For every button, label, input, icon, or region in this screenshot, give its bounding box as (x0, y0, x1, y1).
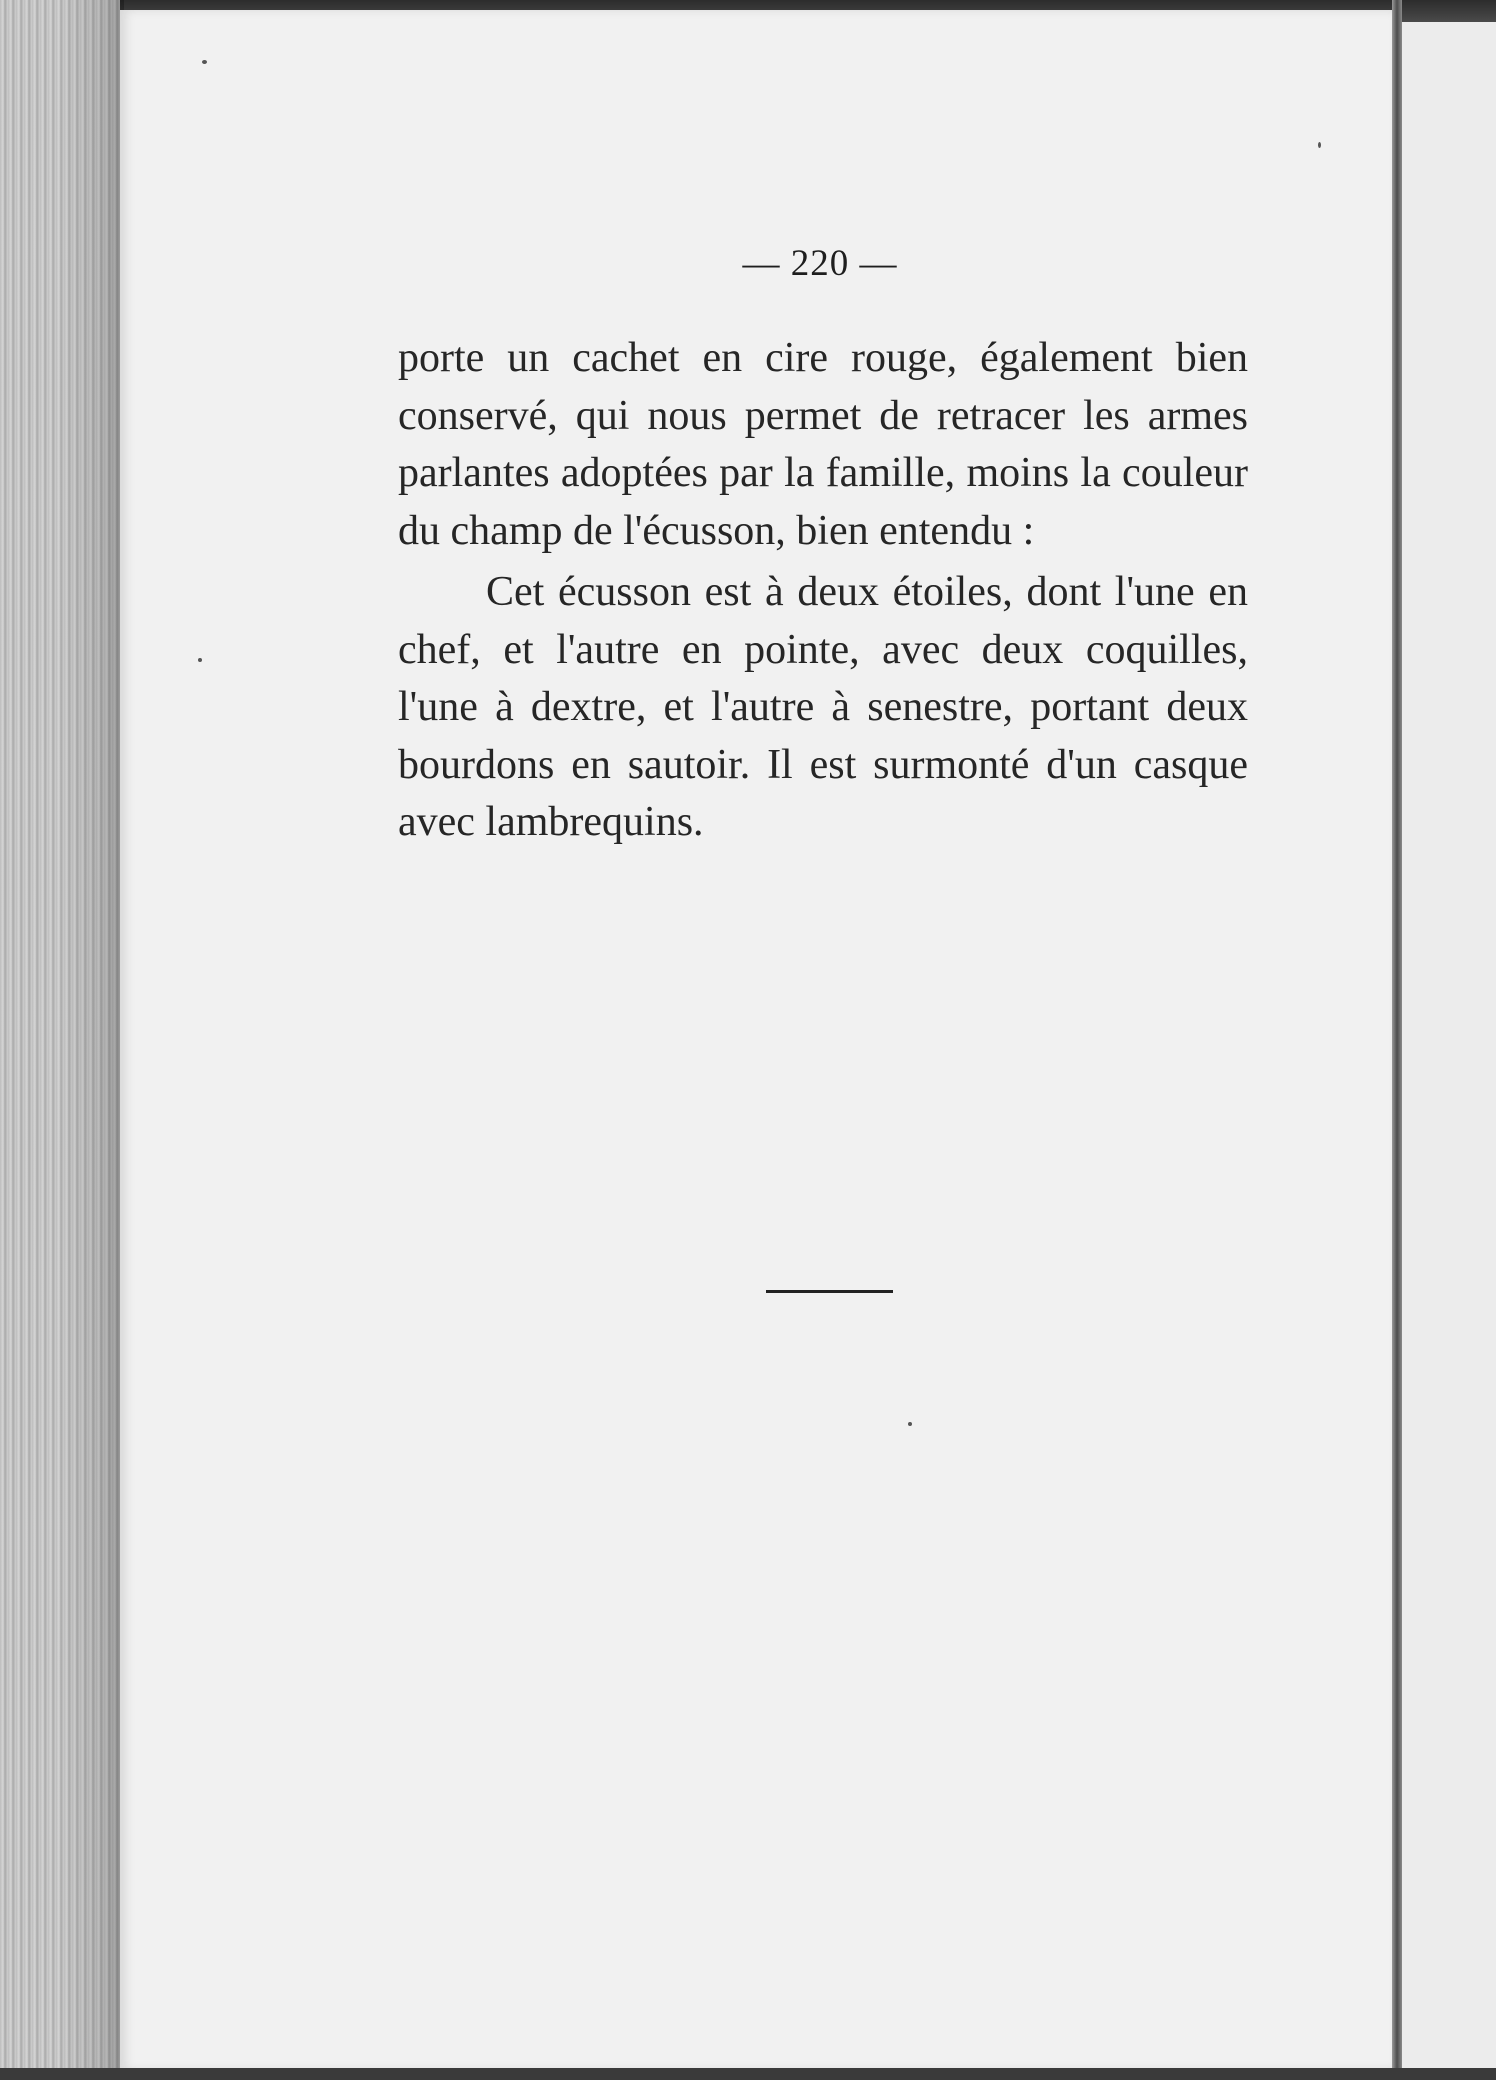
paper-speck (1318, 142, 1321, 148)
paper-speck (908, 1422, 912, 1426)
paper-speck (198, 658, 202, 662)
paragraph: Cet écusson est à deux étoiles, dont l'une en chef, et l'autre en pointe, avec deux coquilles, l'une à dextre, et l'autre à senestre, portant deux bourdons en sautoir. Il est surmonté d'un casque avec lambrequins. (398, 569, 1248, 845)
book-page (120, 10, 1392, 2070)
paragraph: porte un cachet en cire rouge, également bien conservé, qui nous permet de retracer les armes parlantes adoptées par la famille, moins la couleur du champ de l'écusson, bien entendu : (398, 335, 1248, 554)
section-end-rule (766, 1290, 893, 1293)
facing-page-edge (1402, 22, 1496, 2080)
page-edge-shadow (60, 0, 124, 2080)
page-number: — 220 — (742, 243, 898, 284)
body-text (398, 330, 1248, 852)
scan-bottom-edge (0, 2068, 1496, 2080)
book-gutter (1392, 0, 1402, 2080)
paper-speck (202, 60, 207, 64)
